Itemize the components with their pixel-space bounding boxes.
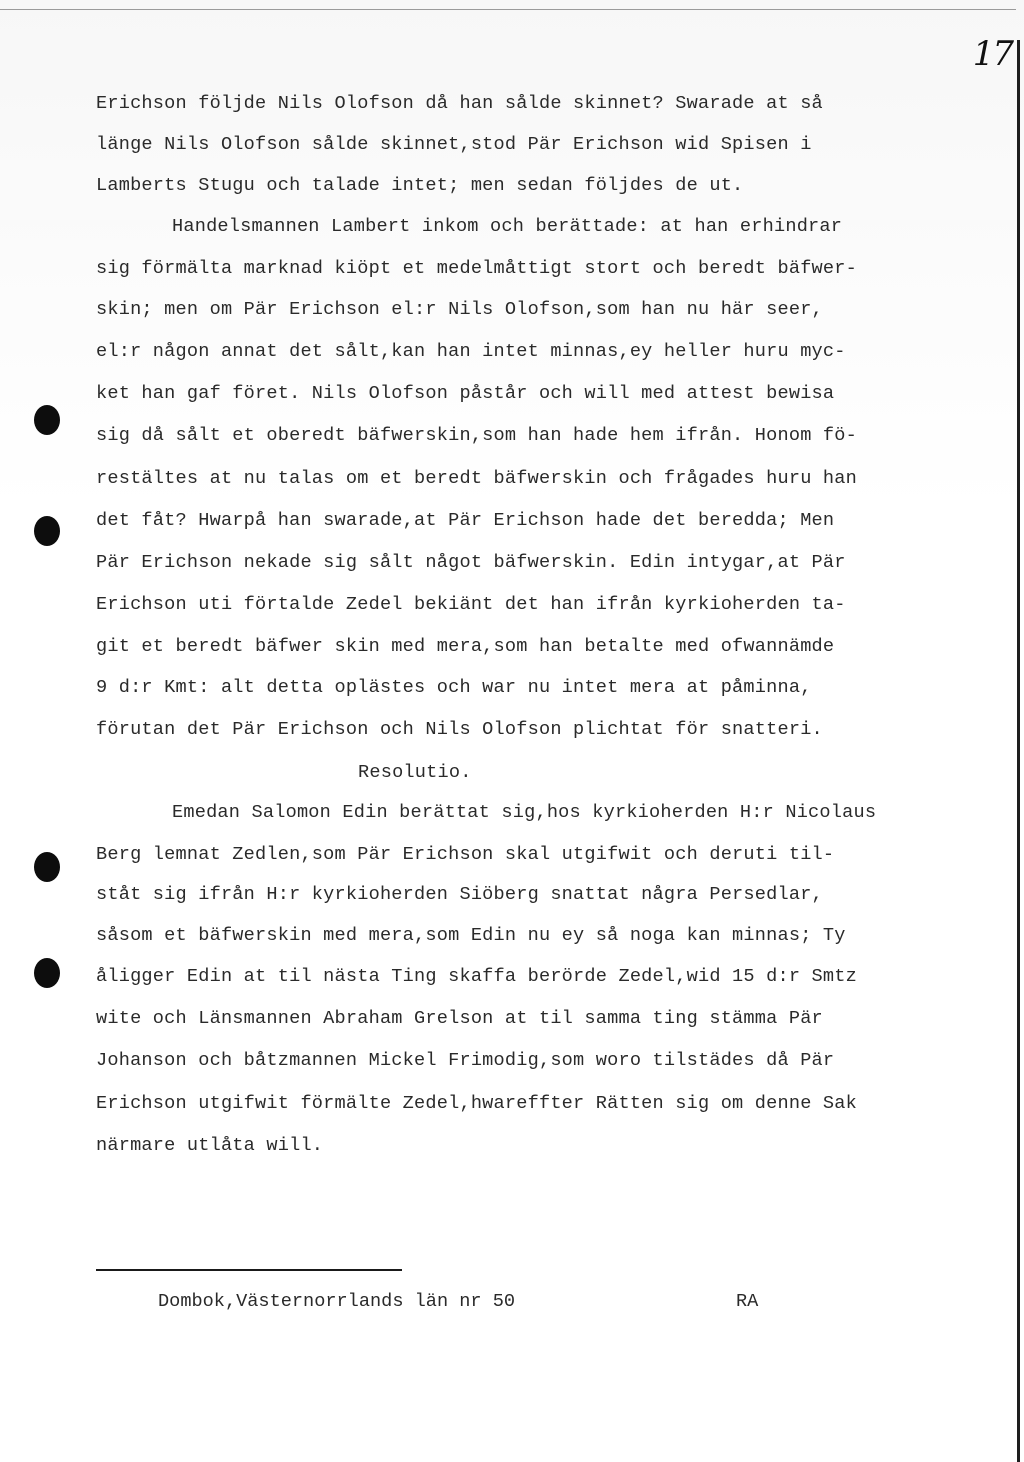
text-line: Emedan Salomon Edin berättat sig,hos kyrkioherden H:r Nicolaus: [172, 802, 877, 823]
footer-archive: RA: [736, 1291, 759, 1312]
text-line: ket han gaf föret. Nils Olofson påstår och will med attest bewisa: [96, 383, 835, 404]
text-line: skin; men om Pär Erichson el:r Nils Olofson,som han nu här seer,: [96, 299, 823, 320]
text-line: Johanson och båtzmannen Mickel Frimodig,som woro tilstädes då Pär: [96, 1050, 835, 1071]
text-line: närmare utlåta will.: [96, 1135, 324, 1156]
page-edge-shadow: [1017, 40, 1020, 1462]
footer-rule: [96, 1269, 402, 1271]
punch-hole: [34, 516, 60, 546]
footer-source: Dombok,Västernorrlands län nr 50: [158, 1291, 516, 1312]
text-line: wite och Länsmannen Abraham Grelson at til samma ting stämma Pär: [96, 1008, 823, 1029]
text-line: sig då sålt et oberedt bäfwerskin,som han hade hem ifrån. Honom fö-: [96, 425, 857, 446]
text-line: länge Nils Olofson sålde skinnet,stod Pär Erichson wid Spisen i: [96, 134, 812, 155]
text-line: sig förmälta marknad kiöpt et medelmåttigt stort och beredt bäfwer-: [96, 258, 857, 279]
text-line: Erichson utgifwit förmälte Zedel,hwareffter Rätten sig om denne Sak: [96, 1093, 857, 1114]
punch-hole: [34, 852, 60, 882]
section-heading: Resolutio.: [358, 762, 472, 783]
text-line: restältes at nu talas om et beredt bäfwerskin och frågades huru han: [96, 468, 857, 489]
text-line: Handelsmannen Lambert inkom och berättade: at han erhindrar: [172, 216, 843, 237]
folio-number: 17: [972, 34, 1012, 74]
text-line: såsom et bäfwerskin med mera,som Edin nu ey så noga kan minnas; Ty: [96, 925, 846, 946]
text-line: 9 d:r Kmt: alt detta oplästes och war nu intet mera at påminna,: [96, 677, 812, 698]
text-line: git et beredt bäfwer skin med mera,som han betalte med ofwannämde: [96, 636, 835, 657]
text-line: Erichson uti förtalde Zedel bekiänt det han ifrån kyrkioherden ta-: [96, 594, 846, 615]
text-line: Erichson följde Nils Olofson då han sålde skinnet? Swarade at så: [96, 93, 823, 114]
punch-hole: [34, 405, 60, 435]
text-line: förutan det Pär Erichson och Nils Olofson plichtat för snatteri.: [96, 719, 823, 740]
text-line: el:r någon annat det sålt,kan han intet minnas,ey heller huru myc-: [96, 341, 846, 362]
text-line: Pär Erichson nekade sig sålt något bäfwerskin. Edin intygar,at Pär: [96, 552, 846, 573]
text-line: Lamberts Stugu och talade intet; men sedan följdes de ut.: [96, 175, 744, 196]
punch-hole: [34, 958, 60, 988]
text-line: det fåt? Hwarpå han swarade,at Pär Erichson hade det beredda; Men: [96, 510, 835, 531]
text-line: Berg lemnat Zedlen,som Pär Erichson skal utgifwit och deruti til-: [96, 844, 835, 865]
text-line: ståt sig ifrån H:r kyrkioherden Siöberg snattat några Persedlar,: [96, 884, 823, 905]
top-edge-rule: [0, 9, 1016, 10]
text-line: åligger Edin at til nästa Ting skaffa berörde Zedel,wid 15 d:r Smtz: [96, 966, 857, 987]
